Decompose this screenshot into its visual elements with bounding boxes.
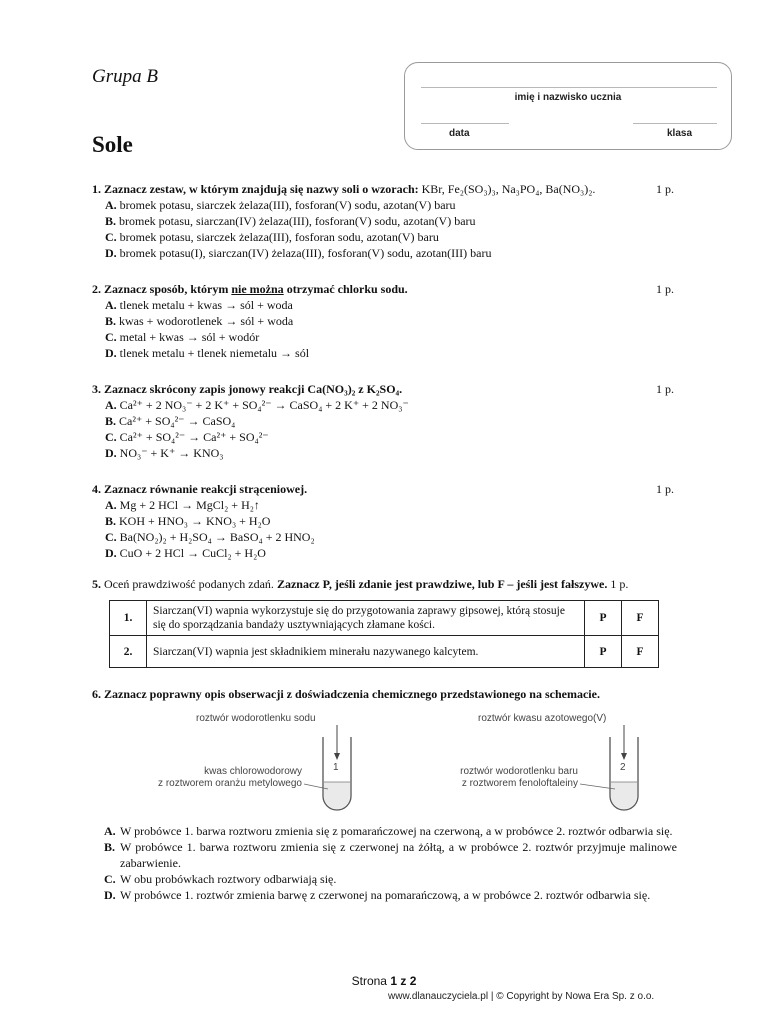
option-text: metal + kwas → sól + wodór (119, 330, 260, 344)
group-label: Grupa B (92, 66, 158, 87)
name-label: imię i nazwisko ucznia (514, 92, 622, 103)
page-number (0, 974, 768, 988)
option-text: Ca²⁺ + SO₄²⁻ → CaSO₄ (119, 414, 236, 428)
page-total: 2 (409, 974, 417, 988)
option-d[interactable] (104, 887, 677, 903)
option-letter: B. (105, 314, 117, 328)
option-letter: A. (104, 824, 116, 838)
statement-text: Siarczan(VI) wapnia jest składnikiem minerału nazywanego kalcytem. (147, 636, 585, 668)
question-text: Zaznacz skrócony zapis jonowy reakcji Ca(NO₃)₂ z K₂SO₄. (104, 382, 403, 396)
option-letter: C. (105, 330, 117, 344)
option-letter: B. (104, 840, 116, 854)
tube1-reagent-label: roztwór wodorotlenku sodu (196, 713, 316, 724)
option-letter: C. (105, 430, 117, 444)
question-text: Zaznacz równanie reakcji strąceniowej. (104, 482, 308, 496)
tube1-content-line2: z roztworem oranżu metylowego (158, 778, 302, 789)
true-cell[interactable]: P (585, 601, 622, 636)
option-text: Ba(NO₂)₂ + H₂SO₄ → BaSO₄ + 2 HNO₂ (119, 530, 315, 544)
option-letter: B. (105, 514, 117, 528)
option-letter: B. (105, 214, 117, 228)
option-text: bromek potasu, siarczek żelaza(III), fosforan(V) sodu, azotan(V) baru (119, 198, 456, 212)
question-points: 1 p. (656, 182, 674, 196)
option-text: bromek potasu, siarczan(IV) żelaza(III), fosforan(V) sodu, azotan(V) baru (119, 214, 476, 228)
option-letter: A. (105, 298, 117, 312)
option-text: bromek potasu(I), siarczan(IV) żelaza(III), fosforan(V) sodu, azotan(III) baru (119, 246, 492, 260)
question-number: 3. (92, 382, 101, 396)
question-number: 5. (92, 577, 101, 591)
option-letter: D. (105, 546, 117, 560)
question-intro: Oceń prawdziwość podanych zdań. (104, 577, 274, 591)
statement-text: Siarczan(VI) wapnia wykorzystuje się do przygotowania zaprawy gipsowej, którą stosuje się do sporządzania bandaży usztywniających złamane kości. (147, 601, 585, 636)
question-points: 1 p. (610, 577, 629, 591)
tube2-reagent-label: roztwór kwasu azotowego(V) (478, 713, 607, 724)
option-text: CuO + 2 HCl → CuCl₂ + H₂O (119, 546, 266, 560)
question-number: 4. (92, 482, 101, 496)
question-number: 1. (92, 182, 101, 196)
row-number: 1. (110, 601, 147, 636)
page-prefix: Strona (351, 974, 387, 988)
option-letter: A. (105, 398, 117, 412)
page-separator: z (400, 974, 407, 988)
question-number: 2. (92, 282, 101, 296)
tube2-content-line2: z roztworem fenoloftaleiny (461, 778, 578, 789)
option-text: kwas + wodorotlenek → sól + woda (119, 314, 294, 328)
option-text: NO₃⁻ + K⁺ → KNO₃ (119, 446, 224, 460)
question-6-options (104, 823, 677, 903)
option-letter: D. (105, 446, 117, 460)
option-text: KOH + HNO₃ → KNO₃ + H₂O (119, 514, 271, 528)
class-label: klasa (667, 128, 693, 139)
option-letter: A. (105, 498, 117, 512)
tube1-number: 1 (333, 762, 339, 773)
option-text: bromek potasu, siarczek żelaza(III), fosforan sodu, azotan(V) baru (119, 230, 439, 244)
option-letter: D. (105, 246, 117, 260)
question-formulas: KBr, Fe₂(SO₃)₃, Na₃PO₄, Ba(NO₃)₂. (421, 182, 596, 196)
option-letter: C. (105, 230, 117, 244)
option-letter: B. (105, 414, 117, 428)
option-text: W obu probówkach roztwory odbarwiają się. (120, 872, 337, 886)
question-text: Zaznacz P, jeśli zdanie jest prawdziwe, lub F – jeśli jest fałszywe. (276, 577, 608, 591)
test-tube-2 (580, 725, 638, 810)
option-b[interactable] (104, 839, 677, 871)
option-text: W probówce 1. roztwór zmienia barwę z czerwonej na pomarańczową, a w probówce 2. roztwór odbarwia się. (120, 888, 651, 902)
true-cell[interactable]: P (585, 636, 622, 668)
question-text: Zaznacz poprawny opis obserwacji z doświadczenia chemicznego przedstawionego na schemacie. (104, 687, 600, 701)
question-number: 6. (92, 687, 101, 701)
option-letter: C. (105, 530, 117, 544)
question-points: 1 p. (656, 482, 674, 496)
date-label: data (449, 128, 470, 139)
question-text-end: otrzymać chlorku sodu. (286, 282, 408, 296)
tube2-number: 2 (620, 762, 626, 773)
copyright-notice: www.dlanauczyciela.pl | © Copyright by Nowa Era Sp. z o.o. (388, 991, 655, 1002)
tube2-content-line1: roztwór wodorotlenku baru (460, 766, 578, 777)
false-cell[interactable]: F (622, 636, 659, 668)
option-text: W probówce 1. barwa roztworu zmienia się z czerwonej na żółtą, a w probówce 2. roztwór przyjmuje malinowe zabarwienie. (120, 840, 677, 870)
question-emphasis: nie można (231, 282, 284, 296)
option-text: Ca²⁺ + 2 NO₃⁻ + 2 K⁺ + SO₄²⁻ → CaSO₄ + 2 K⁺ + 2 NO₃⁻ (119, 398, 409, 412)
page-current: 1 (390, 974, 397, 988)
option-letter: C. (104, 872, 116, 886)
row-number: 2. (110, 636, 147, 668)
question-points: 1 p. (656, 282, 674, 296)
option-c[interactable] (104, 871, 677, 887)
option-letter: A. (105, 198, 117, 212)
option-text: tlenek metalu + tlenek niemetalu → sól (119, 346, 310, 360)
false-cell[interactable]: F (622, 601, 659, 636)
test-tube-1 (304, 725, 351, 810)
option-text: Ca²⁺ + SO₄²⁻ → Ca²⁺ + SO₄²⁻ (119, 430, 269, 444)
option-text: tlenek metalu + kwas → sól + woda (119, 298, 293, 312)
option-letter: D. (105, 346, 117, 360)
question-points: 1 p. (656, 382, 674, 396)
option-letter: D. (104, 888, 116, 902)
option-text: Mg + 2 HCl → MgCl₂ + H₂↑ (119, 498, 260, 512)
question-text: Zaznacz sposób, którym (104, 282, 229, 296)
option-text: W probówce 1. barwa roztworu zmienia się z pomarańczowej na czerwoną, a w probówce 2. roztwór odbarwia się. (120, 824, 673, 838)
option-a[interactable] (104, 823, 677, 839)
page-title: Sole (92, 132, 133, 157)
question-text: Zaznacz zestaw, w którym znajdują się nazwy soli o wzorach: (104, 182, 419, 196)
tube1-content-line1: kwas chlorowodorowy (204, 766, 302, 777)
